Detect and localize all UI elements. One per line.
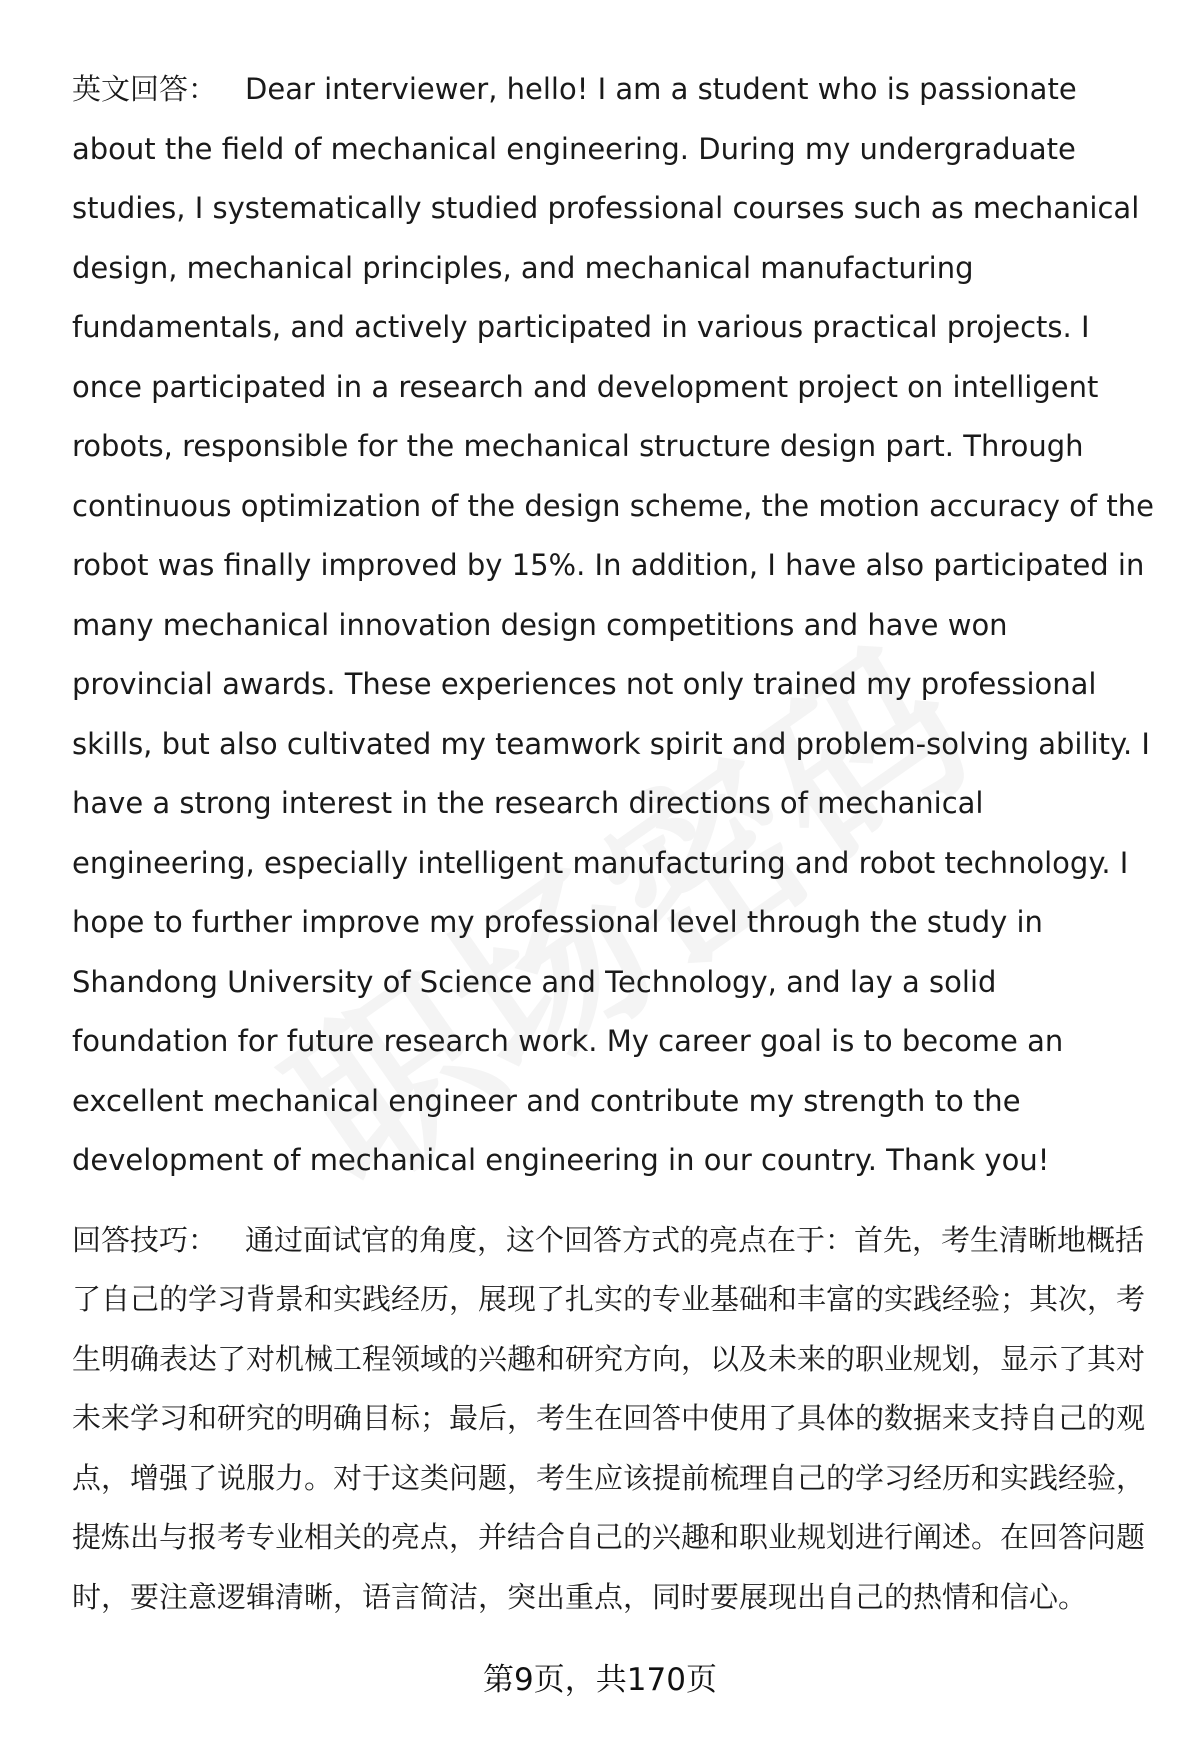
english-answer-paragraph — [72, 60, 1157, 1191]
page-number: 第9页，共170页 — [483, 1662, 717, 1698]
answer-tips-text: 通过面试官的角度，这个回答方式的亮点在于：首先，考生清晰地概括了自己的学习背景和实践经历，展现了扎实的专业基础和丰富的实践经验；其次，考生明确表达了对机械工程领域的兴趣和研究方向，以及未来的职业规划，显示了其对未来学习和研究的明确目标；最后，考生在回答中使用了具体的数据来支持自己的观点，增强了说服力。对于这类问题，考生应该提前梳理自己的学习经历和实践经验，提炼出与报考专业相关的亮点，并结合自己的兴趣和职业规划进行阐述。在回答问题时，要注意逻辑清晰，语言简洁，突出重点，同时要展现出自己的热情和信心。 — [72, 1222, 1146, 1614]
english-answer-text: Dear interviewer, hello! I am a student who is passionate about the field of mechanical engineering. During my undergraduate studies, I systematically studied professional courses such as mechanical design, mechanical principles, and mechanical manufacturing fundamentals, and actively participated in various practical projects. I once participated in a research and development project on intelligent robots, responsible for the mechanical structure design part. Through continuous optimization of the design scheme, the motion accuracy of the robot was finally improved by 15%. In addition, I have also participated in many mechanical innovation design competitions and have won provincial awards. These experiences not only trained my professional skills, but also cultivated my teamwork spirit and problem-solving ability. I have a strong interest in the research directions of mechanical engineering, especially intelligent manufacturing and robot technology. I hope to further improve my professional level through the study in Shandong University of Science and Technology, and lay a solid foundation for future research work. My career goal is to become an excellent mechanical engineer and contribute my strength to the development of mechanical engineering in our country. Thank you! — [72, 72, 1154, 1177]
page-content — [72, 60, 1157, 1627]
answer-tips-paragraph — [72, 1211, 1157, 1628]
english-answer-label: 英文回答： — [72, 72, 218, 106]
answer-tips-label: 回答技巧： — [72, 1222, 218, 1257]
